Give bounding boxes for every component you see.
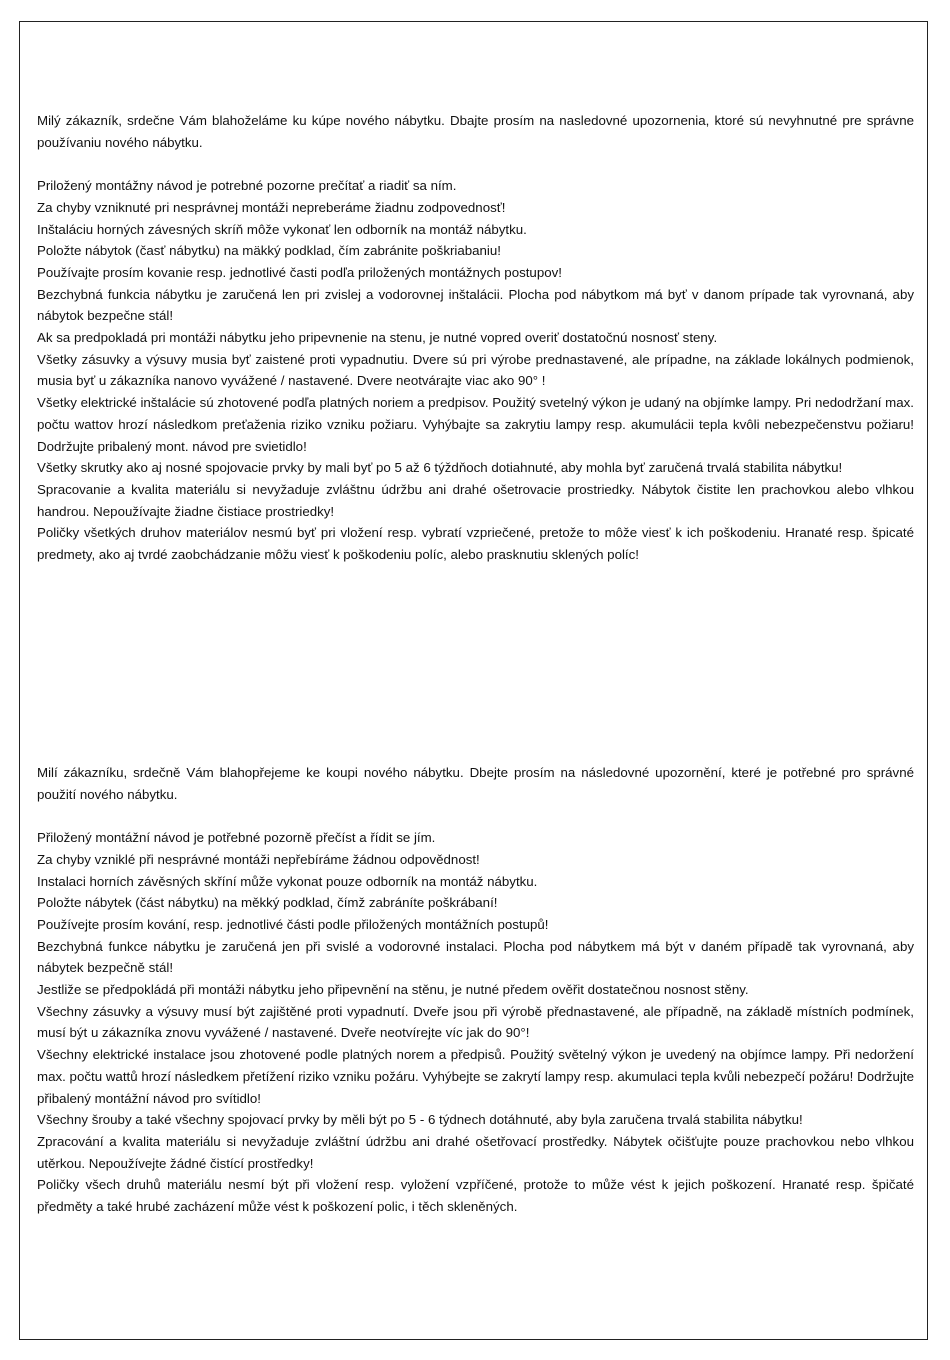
slovak-item: Priložený montážny návod je potrebné pozorne prečítať a riadiť sa ním. (37, 178, 457, 194)
slovak-notice-section (37, 110, 914, 566)
slovak-item: Inštaláciu horných závesných skríň môže vykonať len odborník na montáž nábytku. (37, 221, 527, 237)
czech-item: Za chyby vzniklé při nesprávné montáži nepřebíráme žádnou odpovědnost! (37, 851, 480, 867)
czech-item: Instalaci horních závěsných skříní může vykonat pouze odborník na montáž nábytku. (37, 873, 538, 889)
czech-item: Všechny zásuvky a výsuvy musí být zajištěné proti vypadnutí. Dveře jsou při výrobě přednastavené, ale případně, na základě místních podmínek, musí být u zákazníka znovu vyvážené / nastavené. Dveře neotvírejte víc jak do 90°! (37, 1003, 914, 1041)
czech-item: Přiložený montážní návod je potřebné pozorně přečíst a řídit se jím. (37, 830, 436, 846)
slovak-item: Za chyby vzniknuté pri nesprávnej montáži nepreberáme žiadnu zodpovednosť! (37, 199, 506, 215)
czech-item: Jestliže se předpokládá při montáži nábytku jeho připevnění na stěnu, je nutné předem ověřit dostatečnou nosnost stěny. (37, 982, 749, 998)
czech-notice-section (37, 762, 914, 1218)
czech-intro: Milí zákazníku, srdečně Vám blahopřejeme ke koupi nového nábytku. Dbejte prosím na následovné upozornění, které je potřebné pro správné použití nového nábytku. (37, 765, 914, 802)
slovak-item: Bezchybná funkcia nábytku je zaručená len pri zvislej a vodorovnej inštalácii. Plocha pod nábytkom má byť v danom prípade tak vyrovnaná, aby nábytok bezpečne stál! (37, 286, 914, 324)
czech-item: Zpracování a kvalita materiálu si nevyžaduje zvláštní údržbu ani drahé ošetřovací prostředky. Nábytek očišťujte pouze prachovkou nebo vlhkou utěrkou. Nepoužívejte žádné čistící prostředky! (37, 1133, 914, 1171)
czech-item: Poličky všech druhů materiálu nesmí být při vložení resp. vyložení vzpříčené, protože to může vést k jejich poškození. Hranaté resp. špičaté předměty a také hrubé zacházení může vést k poškození polic, i těch skleněných. (37, 1177, 914, 1215)
slovak-item: Používajte prosím kovanie resp. jednotlivé časti podľa priložených montážnych postupov! (37, 264, 562, 280)
slovak-item: Ak sa predpokladá pri montáži nábytku jeho pripevnenie na stenu, je nutné vopred overiť dostatočnú nosnosť steny. (37, 330, 718, 346)
slovak-item: Položte nábytok (časť nábytku) na mäkký podklad, čím zabránite poškriabaniu! (37, 243, 501, 259)
slovak-item: Všetky skrutky ako aj nosné spojovacie prvky by mali byť po 5 až 6 týždňoch dotiahnuté, aby mohla byť zaručená trvalá stabilita nábytku! (37, 460, 843, 476)
slovak-item: Poličky všetkých druhov materiálov nesmú byť pri vložení resp. vybratí vzpriečené, pretože to môže viesť k ich poškodeniu. Hranaté resp. špicaté predmety, ako aj tvrdé zaobchádzanie môžu viesť k poškodeniu políc, alebo prasknutiu sklených políc! (37, 525, 914, 563)
czech-item: Všechny šrouby a také všechny spojovací prvky by měli být po 5 - 6 týdnech dotáhnuté, aby byla zaručena trvalá stabilita nábytku! (37, 1112, 803, 1128)
czech-item: Položte nábytek (část nábytku) na měkký podklad, čímž zabráníte poškrábaní! (37, 895, 498, 911)
czech-item: Všechny elektrické instalace jsou zhotovené podle platných norem a předpisů. Použitý světelný výkon je uvedený na objímce lampy. Při nedoržení max. počtu wattů hrozí následkem přetížení riziko vzniku požáru. Vyhýbejte se zakrytí lampy resp. akumulaci tepla kvůli nebezpečí požáru! Dodržujte přibalený montážní návod pro svítidlo! (37, 1047, 914, 1106)
slovak-item: Všetky elektrické inštalácie sú zhotovené podľa platných noriem a predpisov. Použitý svetelný výkon je udaný na objímke lampy. Pri nedodržaní max. počtu wattov hrozí následkom preťaženia riziko vzniku požiaru. Vyhýbajte sa zakrytiu lampy resp. akumulácii tepla kvôli nebezpečenstvu požiaru! Dodržujte pribalený mont. návod pre svietidlo! (37, 395, 914, 454)
slovak-item: Všetky zásuvky a výsuvy musia byť zaistené proti vypadnutiu. Dvere sú pri výrobe prednastavené, ale prípadne, na základe lokálnych podmienok, musia byť u zákazníka nanovo vyvážené / nastavené. Dvere neotvárajte viac ako 90° ! (37, 351, 914, 389)
czech-item: Používejte prosím kování, resp. jednotlivé části podle přiložených montážních postupů! (37, 916, 549, 932)
slovak-intro: Milý zákazník, srdečne Vám blahoželáme ku kúpe nového nábytku. Dbajte prosím na nasledovné upozornenia, ktoré sú nevyhnutné pre správne používaniu nového nábytku. (37, 113, 914, 150)
slovak-item: Spracovanie a kvalita materiálu si nevyžaduje zvláštnu údržbu ani drahé ošetrovacie prostriedky. Nábytok čistite len prachovkou alebo vlhkou handrou. Nepoužívajte žiadne čistiace prostriedky! (37, 481, 914, 519)
czech-item: Bezchybná funkce nábytku je zaručená jen při svislé a vodorovné instalaci. Plocha pod nábytkem má být v daném případě tak vyrovnaná, aby nábytek bezpečně stál! (37, 938, 914, 976)
